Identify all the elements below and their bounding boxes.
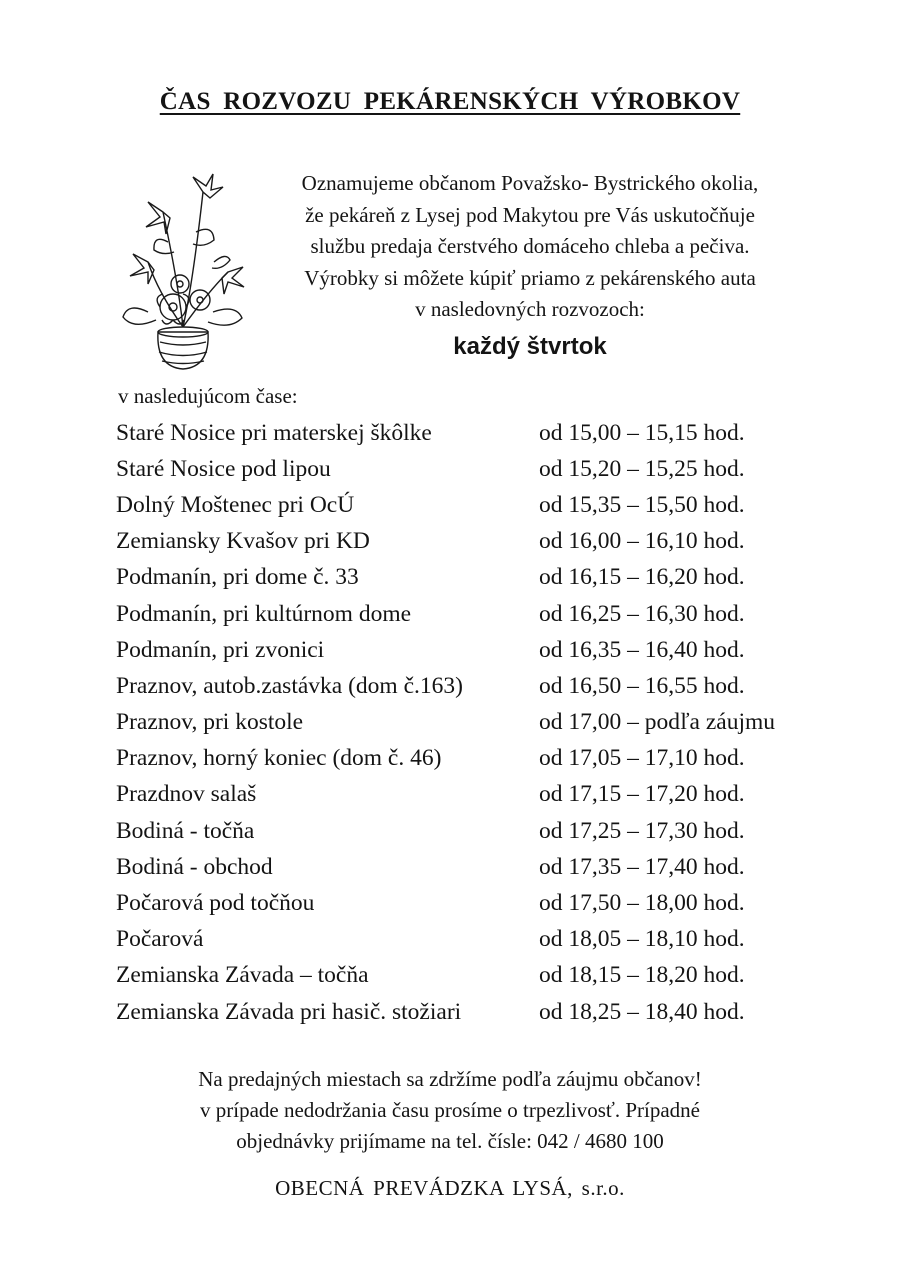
schedule-row: [116, 668, 816, 704]
schedule-row: [116, 487, 816, 523]
delivery-day: každý štvrtok: [453, 333, 607, 360]
schedule-row: [116, 451, 816, 487]
stop-time: od 16,50 – 16,55 hod.: [539, 672, 745, 699]
stop-place: Zemianska Závada pri hasič. stožiari: [116, 998, 462, 1025]
schedule-row: [116, 741, 816, 777]
stop-time: od 17,00 – podľa záujmu: [539, 709, 776, 736]
stop-place: Staré Nosice pri materskej škôlke: [116, 419, 432, 446]
stop-time: od 16,00 – 16,10 hod.: [539, 528, 745, 555]
schedule-row: [116, 596, 816, 632]
stop-place: Bodiná - točňa: [116, 817, 255, 844]
closing-line: objednávky prijímame na tel. čísle: 042 / 4680 100: [236, 1129, 664, 1153]
stop-place: Počarová: [116, 926, 204, 953]
schedule-row: [116, 777, 816, 813]
stop-time: od 18,25 – 18,40 hod.: [539, 998, 745, 1025]
schedule-row: [116, 885, 816, 921]
stop-place: Staré Nosice pod lipou: [116, 455, 331, 482]
schedule-row: [116, 705, 816, 741]
schedule-row: [116, 632, 816, 668]
stop-place: Zemianska Závada – točňa: [116, 962, 369, 989]
stop-place: Dolný Moštenec pri OcÚ: [116, 491, 355, 518]
stop-time: od 16,15 – 16,20 hod.: [539, 564, 745, 591]
schedule-row: [116, 922, 816, 958]
closing-line: Na predajných miestach sa zdržíme podľa záujmu občanov!: [198, 1067, 702, 1091]
stop-place: Podmanín, pri dome č. 33: [116, 564, 359, 591]
schedule-row: [116, 849, 816, 885]
stop-time: od 15,35 – 15,50 hod.: [539, 491, 745, 518]
stop-place: Podmanín, pri zvonici: [116, 636, 325, 663]
stop-time: od 16,25 – 16,30 hod.: [539, 600, 745, 627]
intro-text: [250, 168, 810, 326]
stop-place: Praznov, horný koniec (dom č. 46): [116, 745, 442, 772]
stop-time: od 17,15 – 17,20 hod.: [539, 781, 745, 808]
stop-place: Bodiná - obchod: [116, 853, 273, 880]
stop-time: od 18,05 – 18,10 hod.: [539, 926, 745, 953]
closing-notice: [0, 1064, 900, 1157]
schedule-row: [116, 524, 816, 560]
stop-place: Podmanín, pri kultúrnom dome: [116, 600, 412, 627]
stop-place: Prazdnov salaš: [116, 781, 257, 808]
stop-place: Počarová pod točňou: [116, 890, 315, 917]
schedule-row: [116, 560, 816, 596]
stop-place: Praznov, autob.zastávka (dom č.163): [116, 672, 463, 699]
intro-line: v nasledovných rozvozoch:: [415, 297, 645, 321]
time-intro: v nasledujúcom čase:: [118, 384, 298, 408]
stop-time: od 17,35 – 17,40 hod.: [539, 853, 745, 880]
schedule-row: [116, 813, 816, 849]
flower-vase-illustration: [118, 172, 248, 372]
closing-line: v prípade nedodržania času prosíme o trpezlivosť. Prípadné: [200, 1098, 700, 1122]
intro-line: Výrobky si môžete kúpiť priamo z pekárenského auta: [304, 265, 756, 290]
schedule-table: [116, 415, 816, 1030]
company-name: OBECNÁ PREVÁDZKA LYSÁ, s.r.o.: [275, 1176, 625, 1200]
stop-time: od 15,20 – 15,25 hod.: [539, 455, 745, 482]
stop-place: Praznov, pri kostole: [116, 709, 304, 736]
stop-time: od 17,05 – 17,10 hod.: [539, 745, 745, 772]
stop-time: od 17,25 – 17,30 hod.: [539, 817, 745, 844]
page-title: ČAS ROZVOZU PEKÁRENSKÝCH VÝROBKOV: [159, 88, 741, 115]
schedule-row: [116, 994, 816, 1030]
intro-line: službu predaja čerstvého domáceho chleba a pečiva.: [310, 234, 750, 258]
schedule-row: [116, 415, 816, 451]
stop-time: od 16,35 – 16,40 hod.: [539, 636, 745, 663]
stop-time: od 17,50 – 18,00 hod.: [539, 890, 745, 917]
stop-place: Zemiansky Kvašov pri KD: [116, 528, 370, 555]
intro-line: Oznamujeme občanom Považsko- Bystrického okolia,: [301, 171, 759, 195]
intro-line: že pekáreň z Lysej pod Makytou pre Vás uskutočňuje: [305, 202, 755, 227]
schedule-row: [116, 958, 816, 994]
stop-time: od 18,15 – 18,20 hod.: [539, 962, 745, 989]
stop-time: od 15,00 – 15,15 hod.: [539, 419, 745, 446]
